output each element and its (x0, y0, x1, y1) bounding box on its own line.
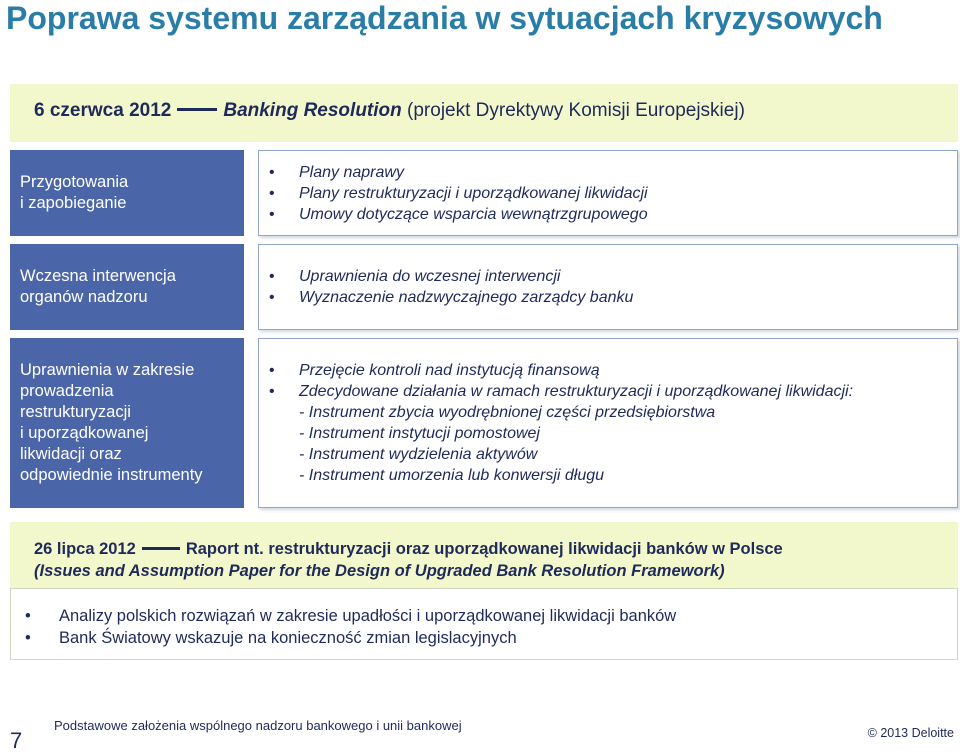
list-item: • Plany restrukturyzacji i uporządkowanej likwidacji (299, 183, 957, 204)
footer-text: Podstawowe założenia wspólnego nadzoru bankowego i unii bankowej (54, 718, 462, 733)
category-resolution-powers (10, 338, 244, 508)
directive-banner (10, 84, 958, 142)
details-prevention (258, 150, 958, 236)
details-early-intervention (258, 244, 958, 330)
report-details (10, 588, 958, 660)
sub-list-item: - Instrument umorzenia lub konwersji długu (299, 467, 605, 484)
category-label-line: likwidacji oraz (20, 445, 122, 463)
list-item: • Przejęcie kontroli nad instytucją finansową (299, 360, 957, 381)
page-number: 7 (10, 728, 23, 753)
directive-date: 6 czerwca 2012 (34, 100, 172, 121)
report-title-line (34, 538, 958, 560)
category-prevention (10, 150, 244, 236)
list-item: • Plany naprawy (299, 162, 957, 183)
category-label-line: i zapobieganie (20, 194, 127, 212)
category-label-line: restrukturyzacji (20, 403, 131, 421)
category-label-line: organów nadzoru (20, 288, 148, 306)
category-label-line: i uporządkowanej (20, 424, 149, 442)
list-item: • Analizy polskich rozwiązań w zakresie upadłości i uporządkowanej likwidacji banków (59, 605, 957, 627)
report-banner (10, 522, 958, 588)
report-subtitle: (Issues and Assumption Paper for the Design of Upgraded Bank Resolution Framework) (34, 562, 725, 580)
category-label-line: Uprawnienia w zakresie (20, 361, 195, 379)
report-date: 26 lipca 2012 (34, 540, 136, 558)
list-item: • Bank Światowy wskazuje na konieczność zmian legislacyjnych (59, 627, 957, 649)
copyright: © 2013 Deloitte (867, 726, 954, 740)
details-resolution-powers (258, 338, 958, 508)
dash-line (177, 108, 217, 111)
category-label-line: odpowiednie instrumenty (20, 466, 203, 484)
list-item: • Uprawnienia do wczesnej interwencji (299, 266, 957, 287)
category-label-line: Wczesna interwencja (20, 267, 176, 285)
report-title: Raport nt. restrukturyzacji oraz uporządkowanej likwidacji banków w Polsce (185, 540, 783, 558)
list-item: • Zdecydowane działania w ramach restrukturyzacji i uporządkowanej likwidacji: (299, 381, 957, 402)
sub-list-item: - Instrument instytucji pomostowej (299, 425, 540, 442)
sub-list-item: - Instrument wydzielenia aktywów (299, 446, 538, 463)
category-label-line: Przygotowania (20, 173, 129, 191)
category-early-intervention (10, 244, 244, 330)
category-label-line: prowadzenia (20, 382, 114, 400)
directive-subtitle: (projekt Dyrektywy Komisji Europejskiej) (407, 100, 745, 121)
list-item: • Umowy dotyczące wsparcia wewnątrzgrupowego (299, 204, 957, 225)
sub-list-item: - Instrument zbycia wyodrębnionej części przedsiębiorstwa (299, 404, 716, 421)
list-item: • Wyznaczenie nadzwyczajnego zarządcy banku (299, 287, 957, 308)
dash-line (142, 547, 180, 550)
page-title: Poprawa systemu zarządzania w sytuacjach kryzysowych (6, 0, 883, 36)
directive-title: Banking Resolution (223, 100, 402, 121)
